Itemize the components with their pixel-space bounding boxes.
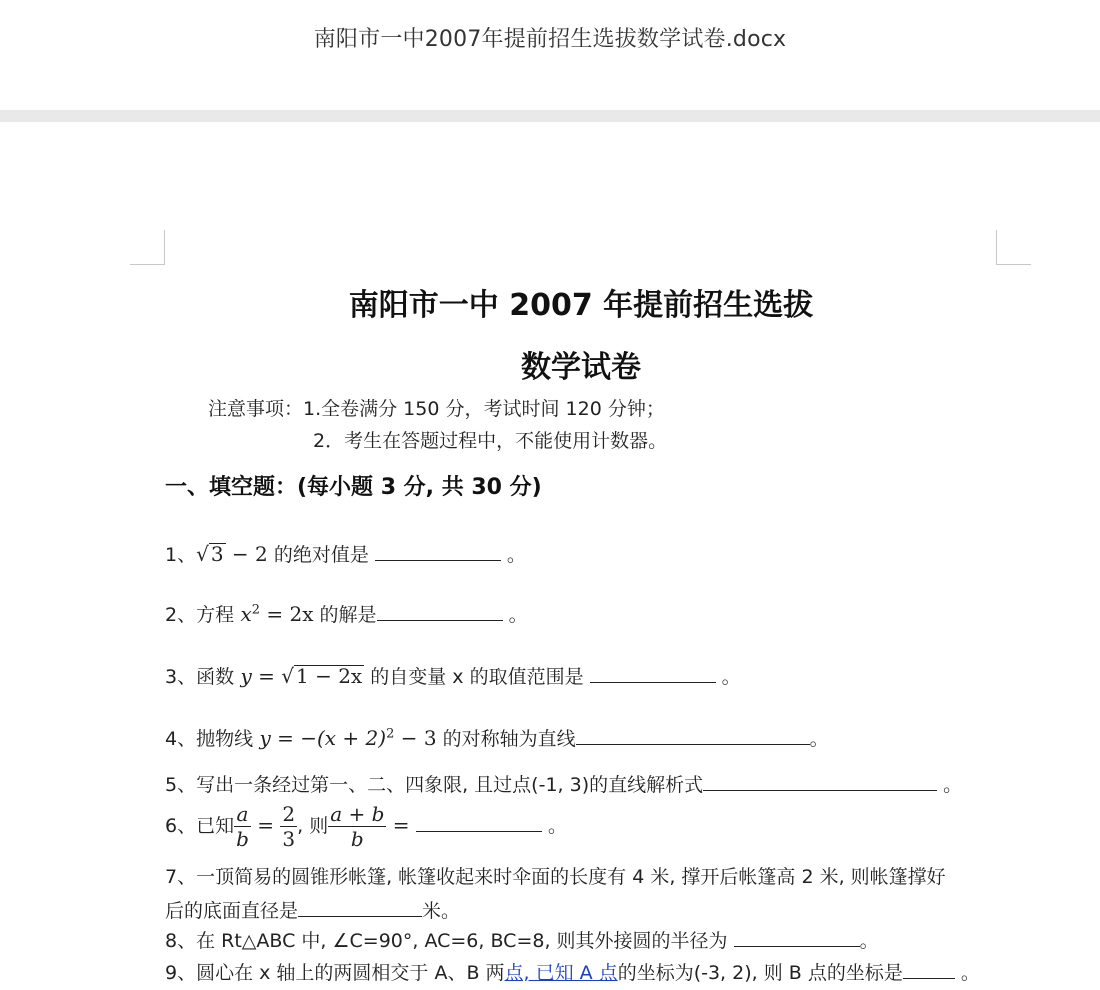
question-5	[165, 770, 962, 797]
question-1	[165, 540, 526, 567]
question-text: 的解是	[313, 604, 377, 626]
math-term: y =	[234, 664, 282, 688]
exam-title-line2: 数学试卷	[521, 350, 641, 385]
sqrt-radicand: 1 − 2x	[296, 664, 363, 688]
question-number: 8、	[165, 930, 197, 952]
fraction-denominator: 3	[282, 827, 296, 851]
question-end: 。	[547, 815, 567, 837]
fraction-denominator: b	[350, 827, 364, 851]
question-text: 在 Rt△ABC 中, ∠C=90°, AC=6, BC=8, 则其外接圆的半径为	[196, 930, 734, 952]
margin-corner-top-right	[996, 230, 1031, 265]
question-end: 。	[809, 728, 829, 750]
question-text: 已知	[196, 815, 235, 837]
question-end: 。	[508, 604, 528, 626]
question-end: 。	[721, 666, 741, 688]
question-text: 的坐标为(-3, 2), 则 B 点的坐标是	[617, 962, 903, 984]
math-expression	[234, 602, 313, 626]
question-3	[165, 662, 741, 689]
question-number: 5、	[165, 774, 197, 796]
question-number: 3、	[165, 666, 197, 688]
document-page	[0, 122, 1100, 990]
answer-blank[interactable]	[576, 743, 810, 745]
question-text: , 则	[297, 815, 329, 837]
question-text: 圆心在 x 轴上的两圆相交于 A、B 两	[196, 962, 505, 984]
question-number: 9、	[165, 962, 197, 984]
answer-blank[interactable]	[416, 830, 542, 832]
question-text: 的对称轴为直线	[436, 728, 576, 750]
question-number: 6、	[165, 815, 197, 837]
exam-title-line1: 南阳市一中 2007 年提前招生选拔	[348, 288, 814, 323]
math-term: − 3	[394, 726, 437, 750]
answer-blank[interactable]	[903, 977, 955, 979]
answer-blank[interactable]	[734, 945, 860, 947]
answer-blank[interactable]	[375, 559, 501, 561]
exponent: 2	[386, 726, 395, 742]
section-heading-fill-in: 一、填空题：(每小题 3 分, 共 30 分)	[165, 475, 542, 500]
question-end: 米。	[422, 900, 461, 922]
note-2: 2．考生在答题过程中，不能使用计数器。	[313, 430, 668, 452]
answer-blank[interactable]	[703, 789, 937, 791]
toolbar-divider	[0, 110, 1100, 122]
question-end: 。	[960, 962, 980, 984]
question-7-line-1	[165, 862, 946, 889]
window-titlebar	[0, 0, 1100, 110]
fraction-numerator: a	[234, 802, 251, 827]
question-text: 一顶简易的圆锥形帐篷, 帐篷收起来时伞面的长度有 4 米, 撑开后帐篷高 2 米, 则帐篷撑好	[196, 866, 946, 888]
fraction-a-plus-b-over-b	[328, 802, 386, 851]
math-expression: √ 3 − 2	[196, 542, 268, 566]
question-8	[165, 926, 879, 953]
answer-blank[interactable]	[298, 915, 422, 917]
math-expression	[253, 726, 436, 750]
question-end: 。	[859, 930, 879, 952]
question-text: 后的底面直径是	[165, 900, 299, 922]
question-end: 。	[506, 544, 526, 566]
question-text: 写出一条经过第一、二、四象限, 且过点(-1, 3)的直线解析式	[196, 774, 704, 796]
question-9	[165, 958, 980, 985]
question-number: 2、	[165, 604, 197, 626]
notes-line-1	[208, 394, 665, 421]
notes-label: 注意事项：	[208, 398, 304, 420]
answer-blank[interactable]	[590, 681, 716, 683]
fraction-2-over-3	[280, 802, 297, 851]
fraction-a-over-b	[234, 802, 251, 851]
question-number: 4、	[165, 728, 197, 750]
equals-sign: =	[386, 813, 416, 837]
question-number: 1、	[165, 544, 197, 566]
math-term: y = −(x + 2)	[253, 726, 387, 750]
question-2	[165, 600, 528, 627]
question-text: 的绝对值是	[267, 544, 375, 566]
question-text: 函数	[196, 666, 235, 688]
answer-blank[interactable]	[377, 619, 503, 621]
question-number: 7、	[165, 866, 197, 888]
math-term: x	[234, 602, 252, 626]
fraction-numerator: a + b	[330, 802, 385, 826]
exponent: 2	[251, 602, 261, 618]
math-term: = 2x	[260, 602, 314, 626]
sqrt-radicand: 3	[210, 542, 224, 566]
question-text: 方程	[196, 604, 235, 626]
question-text: 抛物线	[196, 728, 254, 750]
math-term: − 2	[225, 542, 268, 566]
equals-sign: =	[250, 813, 281, 837]
hyperlink-text[interactable]: 点, 已知 A 点	[504, 962, 618, 984]
question-end: 。	[943, 774, 963, 796]
fraction-numerator: 2	[282, 802, 296, 826]
document-title: 南阳市一中2007年提前招生选拔数学试卷.docx	[313, 27, 787, 52]
question-text: 的自变量 x 的取值范围是	[364, 666, 590, 688]
fraction-denominator: b	[236, 827, 249, 851]
note-1: 1.全卷满分 150 分，考试时间 120 分钟；	[303, 398, 665, 420]
margin-corner-top-left	[130, 230, 165, 265]
question-4	[165, 724, 829, 751]
math-expression: y = √ 1 − 2x	[234, 664, 363, 688]
question-7-line-2	[165, 896, 460, 923]
question-6	[165, 802, 567, 851]
